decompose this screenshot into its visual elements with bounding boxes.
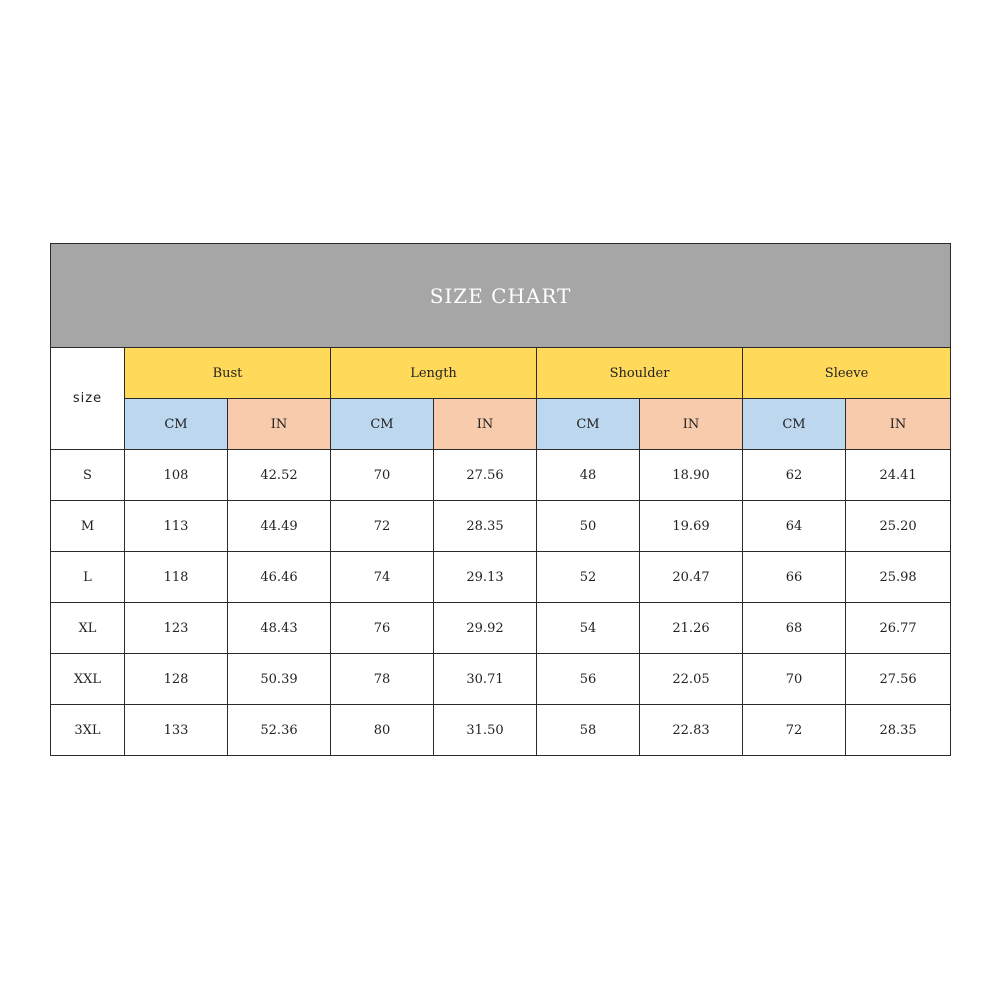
sleeve-cm-cell: 72 — [743, 705, 846, 756]
bust-in-cell: 50.39 — [228, 654, 331, 705]
sleeve-in-cell: 26.77 — [846, 603, 951, 654]
sleeve-cm-cell: 70 — [743, 654, 846, 705]
unit-in-header: IN — [434, 399, 537, 450]
sleeve-cm-cell: 68 — [743, 603, 846, 654]
length-cm-cell: 74 — [331, 552, 434, 603]
shoulder-in-cell: 21.26 — [640, 603, 743, 654]
length-cm-cell: 76 — [331, 603, 434, 654]
length-in-cell: 30.71 — [434, 654, 537, 705]
length-in-cell: 29.13 — [434, 552, 537, 603]
sleeve-in-cell: 27.56 — [846, 654, 951, 705]
bust-cm-cell: 123 — [125, 603, 228, 654]
length-cm-cell: 80 — [331, 705, 434, 756]
chart-title: SIZE CHART — [51, 244, 951, 348]
shoulder-in-cell: 19.69 — [640, 501, 743, 552]
sleeve-in-cell: 25.98 — [846, 552, 951, 603]
bust-in-cell: 42.52 — [228, 450, 331, 501]
sleeve-in-cell: 24.41 — [846, 450, 951, 501]
table-row — [51, 603, 951, 654]
length-in-cell: 27.56 — [434, 450, 537, 501]
unit-in-header: IN — [846, 399, 951, 450]
unit-cm-header: CM — [331, 399, 434, 450]
group-header-length: Length — [331, 348, 537, 399]
size-chart-table — [50, 243, 951, 756]
unit-cm-header: CM — [537, 399, 640, 450]
title-row — [51, 244, 951, 348]
sleeve-cm-cell: 62 — [743, 450, 846, 501]
shoulder-cm-cell: 48 — [537, 450, 640, 501]
shoulder-cm-cell: 52 — [537, 552, 640, 603]
length-cm-cell: 78 — [331, 654, 434, 705]
table-row — [51, 552, 951, 603]
length-in-cell: 28.35 — [434, 501, 537, 552]
unit-in-header: IN — [640, 399, 743, 450]
sleeve-cm-cell: 66 — [743, 552, 846, 603]
shoulder-in-cell: 22.05 — [640, 654, 743, 705]
length-cm-cell: 70 — [331, 450, 434, 501]
bust-cm-cell: 128 — [125, 654, 228, 705]
bust-in-cell: 44.49 — [228, 501, 331, 552]
group-header-shoulder: Shoulder — [537, 348, 743, 399]
table-row — [51, 705, 951, 756]
length-cm-cell: 72 — [331, 501, 434, 552]
shoulder-cm-cell: 50 — [537, 501, 640, 552]
bust-in-cell: 46.46 — [228, 552, 331, 603]
bust-cm-cell: 113 — [125, 501, 228, 552]
unit-header-row — [51, 399, 951, 450]
bust-in-cell: 48.43 — [228, 603, 331, 654]
bust-cm-cell: 118 — [125, 552, 228, 603]
shoulder-in-cell: 18.90 — [640, 450, 743, 501]
shoulder-cm-cell: 56 — [537, 654, 640, 705]
shoulder-in-cell: 20.47 — [640, 552, 743, 603]
size-label: S — [51, 450, 125, 501]
group-header-sleeve: Sleeve — [743, 348, 951, 399]
shoulder-cm-cell: 54 — [537, 603, 640, 654]
size-column-header: size — [51, 348, 125, 450]
shoulder-in-cell: 22.83 — [640, 705, 743, 756]
length-in-cell: 31.50 — [434, 705, 537, 756]
unit-in-header: IN — [228, 399, 331, 450]
sleeve-in-cell: 28.35 — [846, 705, 951, 756]
group-header-row — [51, 348, 951, 399]
table-row — [51, 501, 951, 552]
length-in-cell: 29.92 — [434, 603, 537, 654]
unit-cm-header: CM — [743, 399, 846, 450]
sleeve-in-cell: 25.20 — [846, 501, 951, 552]
sleeve-cm-cell: 64 — [743, 501, 846, 552]
unit-cm-header: CM — [125, 399, 228, 450]
bust-cm-cell: 133 — [125, 705, 228, 756]
size-label: XL — [51, 603, 125, 654]
bust-in-cell: 52.36 — [228, 705, 331, 756]
size-label: L — [51, 552, 125, 603]
size-label: XXL — [51, 654, 125, 705]
bust-cm-cell: 108 — [125, 450, 228, 501]
size-label: M — [51, 501, 125, 552]
shoulder-cm-cell: 58 — [537, 705, 640, 756]
table-row — [51, 654, 951, 705]
table-row — [51, 450, 951, 501]
group-header-bust: Bust — [125, 348, 331, 399]
size-label: 3XL — [51, 705, 125, 756]
